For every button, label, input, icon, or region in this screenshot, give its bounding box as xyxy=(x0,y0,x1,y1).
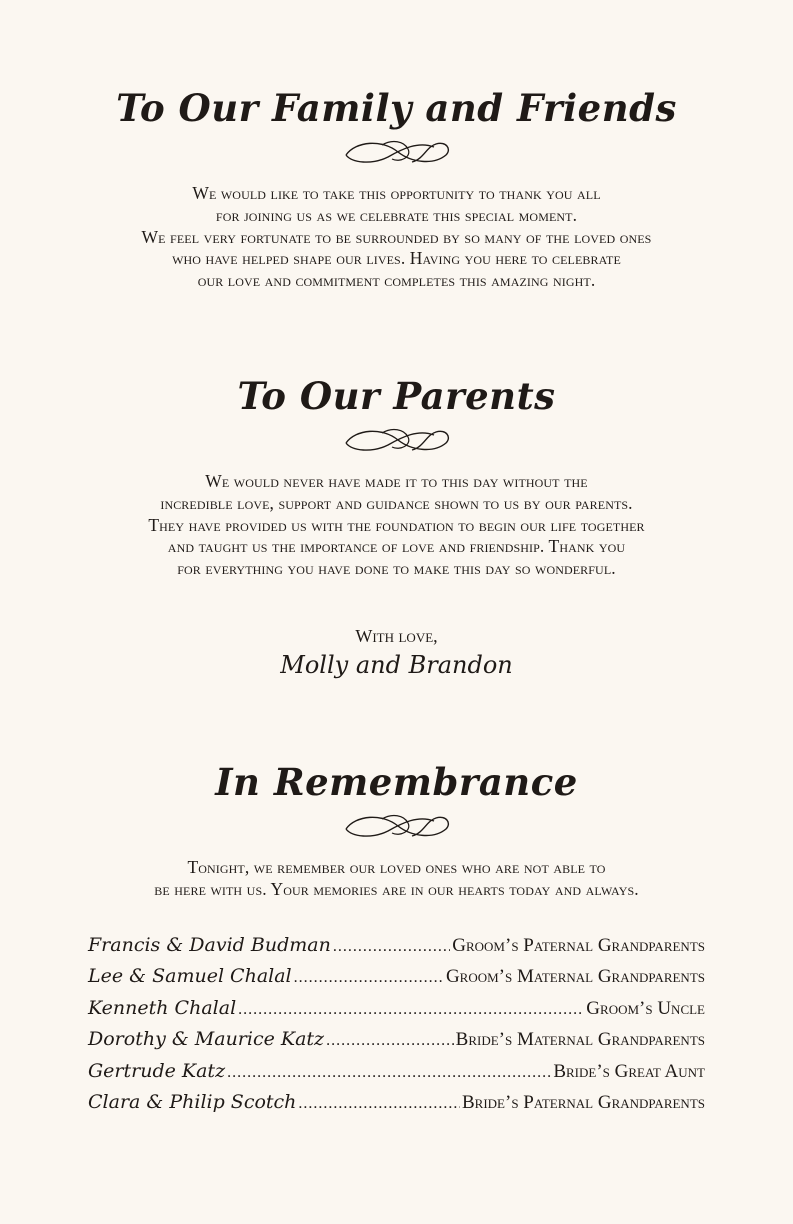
honoree-relation: Groom’s Maternal Grandparents xyxy=(445,966,705,988)
list-item xyxy=(88,1060,705,1091)
dot-leader xyxy=(238,1001,584,1019)
text-line: for everything you have done to make this day so wonderful. xyxy=(177,558,616,579)
parents-text xyxy=(0,471,793,580)
honoree-relation: Bride’s Great Aunt xyxy=(553,1060,705,1082)
text-line: and taught us the importance of love and friendship. Thank you xyxy=(167,536,626,557)
list-item xyxy=(88,965,705,996)
list-item xyxy=(88,997,705,1028)
list-item xyxy=(88,1028,705,1059)
honoree-name: Gertrude Katz xyxy=(88,1059,226,1082)
couple-signature: Molly and Brandon xyxy=(280,650,513,679)
family-friends-text xyxy=(0,183,793,292)
text-line: our love and commitment completes this amazing night. xyxy=(197,270,596,291)
dot-leader xyxy=(294,969,444,987)
dot-leader xyxy=(227,1064,551,1082)
text-line: We feel very fortunate to be surrounded by so many of the loved ones xyxy=(141,226,652,247)
remembrance-title: In Remembrance xyxy=(215,760,578,804)
honoree-name: Francis & David Budman xyxy=(88,934,331,956)
flourish-ornament-icon xyxy=(342,135,452,169)
remembrance-list xyxy=(88,934,705,1122)
flourish-ornament-icon xyxy=(342,809,452,843)
text-line: Tonight, we remember our loved ones who are not able to xyxy=(187,857,606,877)
text-line: We would like to take this opportunity to thank you all xyxy=(192,183,601,203)
honoree-name: Dorothy & Maurice Katz xyxy=(88,1028,325,1051)
honoree-relation: Groom’s Uncle xyxy=(586,997,705,1019)
text-line: be here with us. Your memories are in our hearts today and always. xyxy=(154,878,639,899)
flourish-ornament-icon xyxy=(342,423,452,457)
closing-salutation: With love, xyxy=(355,625,438,646)
parents-title: To Our Parents xyxy=(237,374,556,418)
dot-leader xyxy=(326,1032,454,1050)
dot-leader xyxy=(333,938,450,956)
list-item xyxy=(88,1091,705,1122)
honoree-relation: Bride’s Paternal Grandparents xyxy=(462,1091,705,1113)
honoree-name: Kenneth Chalal xyxy=(88,996,237,1019)
text-line: We would never have made it to this day without the xyxy=(205,471,588,491)
list-item xyxy=(88,934,705,965)
remembrance-section xyxy=(0,760,793,901)
dot-leader xyxy=(298,1095,460,1113)
family-friends-title: To Our Family and Friends xyxy=(116,86,677,130)
parents-section xyxy=(0,374,793,679)
honoree-name: Clara & Philip Scotch xyxy=(88,1090,297,1113)
text-line: They have provided us with the foundation to begin our life together xyxy=(148,514,645,535)
remembrance-text xyxy=(0,857,793,901)
family-friends-section xyxy=(0,86,793,292)
text-line: incredible love, support and guidance shown to us by our parents. xyxy=(160,492,633,513)
honoree-relation: Bride’s Maternal Grandparents xyxy=(455,1029,705,1051)
text-line: for joining us as we celebrate this special moment. xyxy=(215,204,578,225)
honoree-relation: Groom’s Paternal Grandparents xyxy=(452,935,705,956)
honoree-name: Lee & Samuel Chalal xyxy=(88,965,292,988)
text-line: who have helped shape our lives. Having you here to celebrate xyxy=(172,248,621,269)
